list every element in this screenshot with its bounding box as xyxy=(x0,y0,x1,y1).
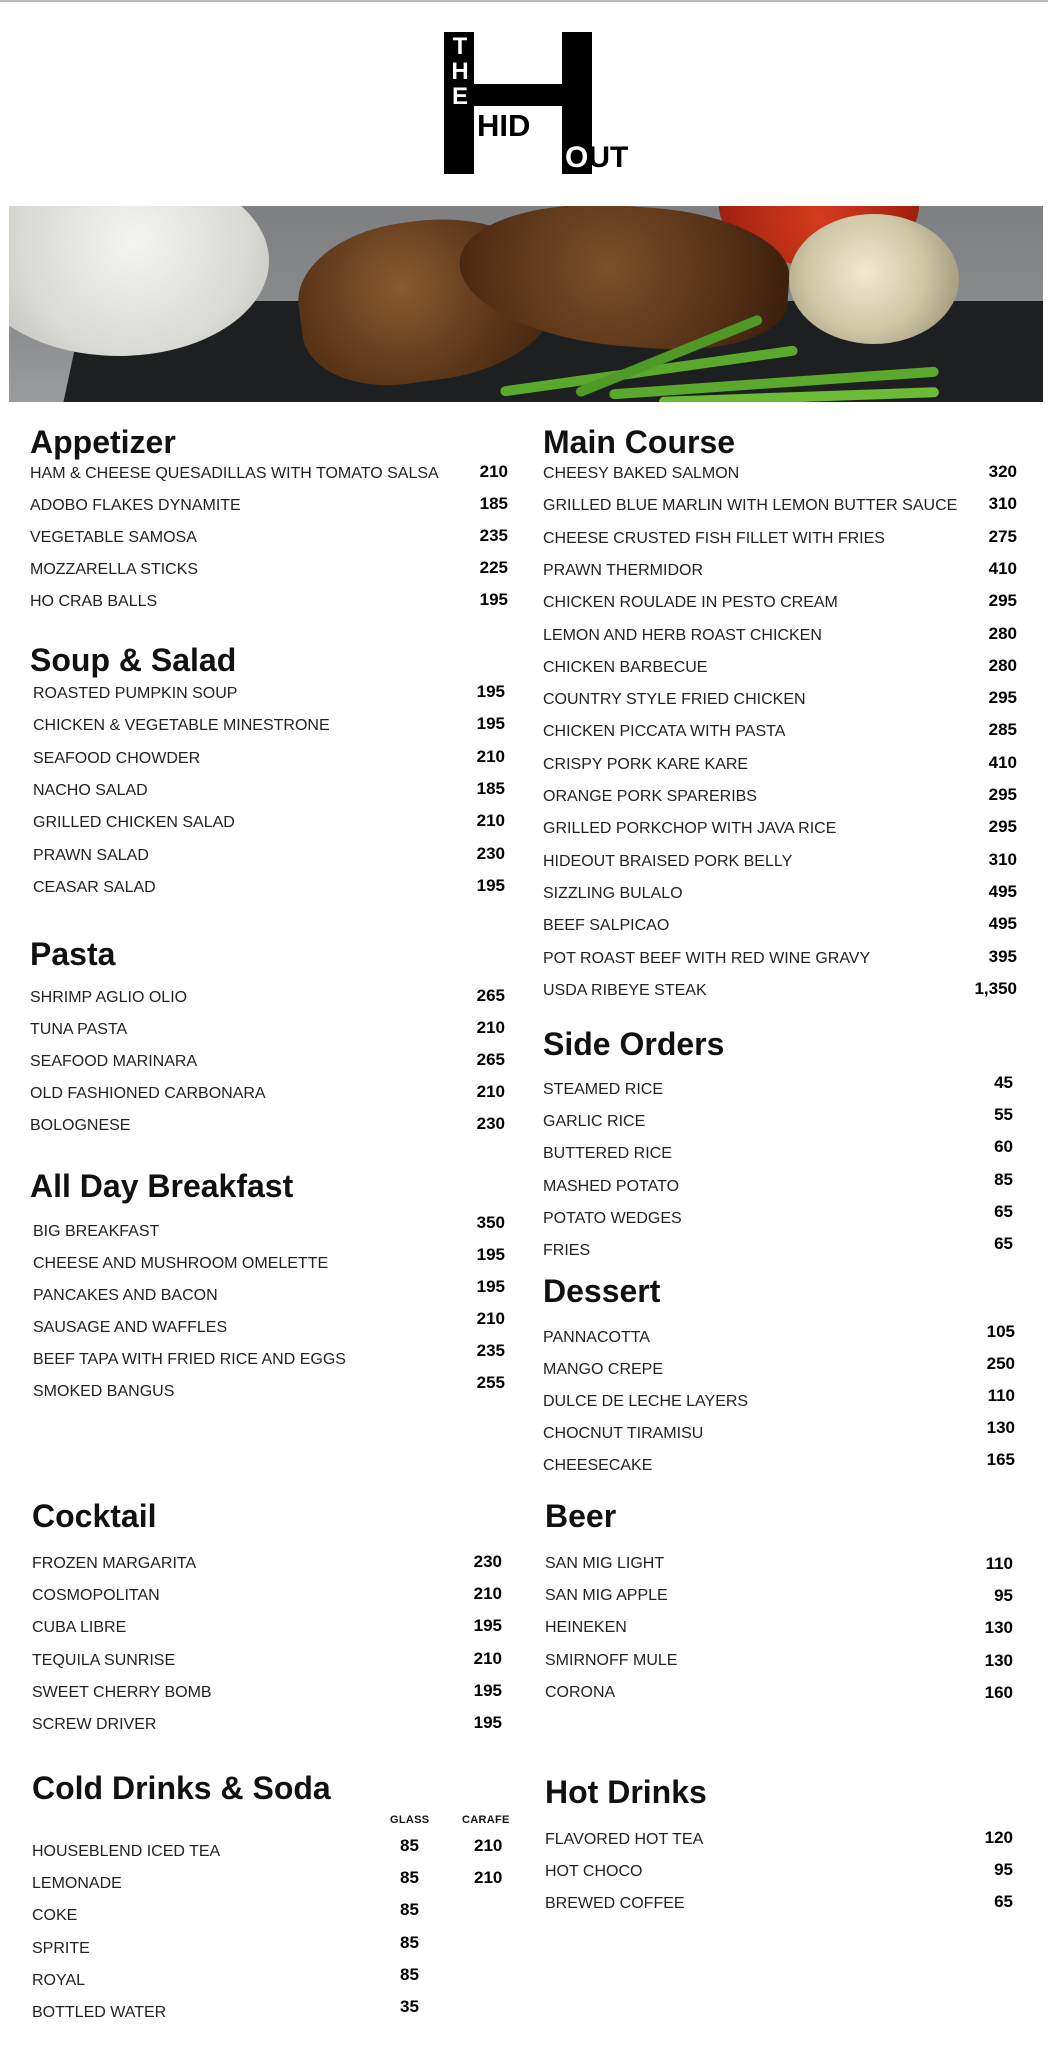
section-title: Soup & Salad xyxy=(30,642,237,678)
menu-item-price: 230 xyxy=(473,1552,502,1571)
menu-item-name: HOT CHOCO xyxy=(545,1863,643,1881)
menu-item xyxy=(30,778,505,813)
menu-item-price: 195 xyxy=(476,1245,505,1264)
menu-item-price: 410 xyxy=(988,558,1017,578)
menu-item-price: 295 xyxy=(988,591,1017,611)
menu-item-price: 130 xyxy=(984,1618,1013,1638)
menu-item-name: PANCAKES AND BACON xyxy=(33,1287,218,1304)
menu-item xyxy=(30,496,508,528)
menu-item-name: SWEET CHERRY BOMB xyxy=(32,1683,212,1701)
menu-item-price: 55 xyxy=(994,1105,1013,1125)
menu-item-name: ORANGE PORK SPARERIBS xyxy=(543,788,757,805)
menu-item-price: 210 xyxy=(476,1082,505,1101)
menu-item-price: 160 xyxy=(984,1682,1013,1702)
menu-item xyxy=(543,819,1017,851)
menu-item xyxy=(543,593,1017,625)
section-title: All Day Breakfast xyxy=(30,1168,294,1204)
menu-item-name: BEEF TAPA WITH FRIED RICE AND EGGS xyxy=(33,1351,346,1368)
menu-item-price: 295 xyxy=(988,785,1017,804)
menu-item-name: SHRIMP AGLIO OLIO xyxy=(30,989,188,1006)
menu-item-name: NACHO SALAD xyxy=(33,781,148,799)
menu-item-name: CHEESECAKE xyxy=(543,1457,653,1474)
menu-item xyxy=(30,843,505,878)
menu-item-price: 265 xyxy=(476,1050,505,1069)
menu-item xyxy=(543,849,1017,884)
section-title: Main Course xyxy=(543,424,736,460)
menu-item-name: CHEESY BAKED SALMON xyxy=(543,465,740,482)
menu-item-price: 1,350 xyxy=(974,978,1017,998)
menu-item xyxy=(543,916,1017,948)
menu-item-name: GARLIC RICE xyxy=(543,1113,646,1131)
logo-hide-letter: H xyxy=(477,108,500,143)
menu-item-price: 395 xyxy=(988,946,1017,966)
menu-item xyxy=(545,1683,1013,1715)
section-appetizer xyxy=(30,424,508,610)
menu-item-price: 130 xyxy=(986,1418,1015,1437)
menu-item-name: ADOBO FLAKES DYNAMITE xyxy=(30,497,241,514)
menu-item xyxy=(543,1386,1015,1424)
menu-item xyxy=(543,1450,1015,1488)
menu-item-price: 65 xyxy=(994,1234,1013,1253)
logo-cross-bar xyxy=(474,84,562,106)
menu-item-name: CUBA LIBRE xyxy=(32,1619,127,1637)
menu-item-name: POT ROAST BEEF WITH RED WINE GRAVY xyxy=(543,949,871,967)
menu-item-price: 210 xyxy=(476,1309,505,1328)
logo-out-rest: UT xyxy=(588,141,629,174)
hideout-logo xyxy=(444,32,650,176)
menu-item xyxy=(32,1618,502,1650)
menu-item xyxy=(543,1322,1015,1360)
menu-item-price: 195 xyxy=(473,1713,502,1732)
menu-item-price: 195 xyxy=(476,682,505,701)
menu-item-price: 45 xyxy=(994,1073,1013,1092)
menu-item-price: 195 xyxy=(476,875,505,895)
section-pasta xyxy=(30,936,505,1134)
menu-item-name: POTATO WEDGES xyxy=(543,1209,682,1227)
menu-item xyxy=(543,1105,1013,1144)
menu-item-price: 65 xyxy=(994,1892,1013,1912)
logo-hide-text xyxy=(477,108,552,143)
section-cold-drinks xyxy=(32,1770,510,2021)
menu-item xyxy=(543,1073,1013,1112)
menu-item-price: 410 xyxy=(988,752,1017,772)
menu-item-name: SAN MIG LIGHT xyxy=(545,1555,665,1572)
menu-item xyxy=(30,528,508,560)
menu-item xyxy=(32,1868,503,1906)
section-breakfast xyxy=(30,1168,505,1400)
menu-item xyxy=(543,1137,1013,1176)
menu-item-name: SPRITE xyxy=(32,1939,90,1957)
menu-item-price: 350 xyxy=(476,1213,505,1232)
menu-item-name: FRIES xyxy=(543,1242,591,1259)
menu-item xyxy=(543,1354,1015,1392)
carafe-column-header: CARAFE xyxy=(462,1814,510,1826)
section-soup-salad xyxy=(30,642,505,896)
section-title: Hot Drinks xyxy=(545,1774,707,1810)
menu-item-price: 495 xyxy=(988,881,1017,901)
menu-item xyxy=(543,787,1017,819)
menu-item-name: CHICKEN BARBECUE xyxy=(543,658,708,676)
menu-item-name: TUNA PASTA xyxy=(30,1021,128,1038)
menu-item-name: PANNACOTTA xyxy=(543,1329,650,1346)
menu-item-name: HAM & CHEESE QUESADILLAS WITH TOMATO SALSA xyxy=(30,465,439,482)
menu-item xyxy=(30,1020,505,1052)
menu-item xyxy=(32,1836,503,1874)
menu-item-name: HEINEKEN xyxy=(545,1619,627,1637)
menu-item-price: 295 xyxy=(988,817,1017,837)
menu-item-name: MOZZARELLA STICKS xyxy=(30,561,199,578)
menu-item xyxy=(32,1680,502,1715)
section-title: Appetizer xyxy=(30,424,176,460)
menu-item-name: VEGETABLE SAMOSA xyxy=(30,529,197,546)
menu-item-price: 495 xyxy=(988,914,1017,934)
menu-item-name: LEMONADE xyxy=(32,1875,122,1893)
menu-item xyxy=(30,1309,505,1350)
menu-item-name: COUNTRY STYLE FRIED CHICKEN xyxy=(543,691,806,709)
menu-item xyxy=(543,496,1017,528)
menu-item-price: 230 xyxy=(476,1114,505,1133)
menu-item-name: CHICKEN PICCATA WITH PASTA xyxy=(543,723,786,741)
menu-item xyxy=(543,722,1017,754)
menu-item xyxy=(30,746,505,781)
menu-item xyxy=(30,1373,505,1414)
menu-item-name: PRAWN SALAD xyxy=(33,846,149,864)
menu-item-name: PRAWN THERMIDOR xyxy=(543,561,703,579)
section-beer xyxy=(545,1498,1013,1702)
menu-item-name: OLD FASHIONED CARBONARA xyxy=(30,1085,266,1102)
menu-item xyxy=(543,690,1017,722)
menu-item-price: 110 xyxy=(987,1386,1015,1405)
menu-item-name: CHICKEN ROULADE IN PESTO CREAM xyxy=(543,594,838,612)
menu-item xyxy=(545,1554,1013,1586)
menu-item xyxy=(32,1554,502,1586)
top-border xyxy=(0,0,1048,2)
menu-item-price: 280 xyxy=(988,655,1017,675)
menu-item xyxy=(32,1648,502,1683)
section-main-course xyxy=(543,424,1017,999)
section-side-orders xyxy=(543,1026,1013,1259)
menu-item-price: 105 xyxy=(986,1322,1015,1341)
menu-item-name: FLAVORED HOT TEA xyxy=(545,1831,704,1848)
menu-item-name: BEEF SALPICAO xyxy=(543,917,670,935)
menu-item-name: LEMON AND HERB ROAST CHICKEN xyxy=(543,626,822,644)
logo-hide-letter: D xyxy=(508,108,531,143)
menu-item xyxy=(543,464,1017,496)
menu-item-price: 165 xyxy=(986,1450,1015,1469)
menu-item-price: 310 xyxy=(988,494,1017,514)
menu-item xyxy=(32,1964,422,2003)
menu-item-price: 235 xyxy=(476,1341,505,1360)
menu-item-price: 195 xyxy=(476,1277,505,1296)
menu-item xyxy=(545,1586,1013,1618)
menu-item xyxy=(543,946,1017,981)
menu-item-name: MASHED POTATO xyxy=(543,1177,680,1195)
menu-item xyxy=(543,655,1017,690)
menu-item-price: 295 xyxy=(988,688,1017,708)
menu-item-price: 210 xyxy=(473,1648,502,1668)
menu-item xyxy=(543,978,1017,1013)
menu-item-name: CEASAR SALAD xyxy=(33,878,156,896)
menu-item xyxy=(545,1862,1013,1894)
menu-item-price: 225 xyxy=(479,558,508,577)
menu-item xyxy=(30,560,508,592)
menu-item xyxy=(30,1213,505,1254)
menu-item xyxy=(545,1830,1013,1862)
menu-item xyxy=(30,464,508,496)
menu-item-name: SEAFOOD MARINARA xyxy=(30,1053,198,1070)
menu-item-name: BOLOGNESE xyxy=(30,1117,131,1134)
glass-column-header: GLASS xyxy=(390,1814,430,1826)
menu-item xyxy=(32,1932,422,1971)
menu-item-price: 185 xyxy=(476,778,505,798)
menu-item xyxy=(543,1169,1013,1209)
menu-item-name: BUTTERED RICE xyxy=(543,1145,672,1163)
menu-item-price: 85 xyxy=(400,1868,419,1888)
menu-item-name: CHICKEN & VEGETABLE MINESTRONE xyxy=(33,717,330,735)
menu-item xyxy=(32,1997,422,2035)
menu-item-price: 230 xyxy=(476,843,505,863)
menu-item-price: 85 xyxy=(400,1932,419,1952)
menu-item-name: BOTTLED WATER xyxy=(32,2004,167,2021)
menu-item-price: 210 xyxy=(473,1584,502,1604)
menu-item xyxy=(30,1245,505,1286)
menu-item-name: TEQUILA SUNRISE xyxy=(32,1651,176,1669)
menu-item-price: 60 xyxy=(994,1137,1013,1157)
menu-item xyxy=(545,1618,1013,1650)
menu-item-name: SCREW DRIVER xyxy=(32,1716,157,1733)
section-title: Pasta xyxy=(30,936,116,972)
menu-item-name: CHEESE AND MUSHROOM OMELETTE xyxy=(33,1255,329,1272)
menu-item-price: 320 xyxy=(988,462,1017,481)
menu-item-name: CRISPY PORK KARE KARE xyxy=(543,755,749,773)
menu-item xyxy=(30,1084,505,1116)
menu-item xyxy=(543,558,1017,593)
menu-item-price: 85 xyxy=(994,1169,1013,1189)
section-title: Cocktail xyxy=(32,1498,157,1534)
menu-item-price: 255 xyxy=(476,1373,505,1392)
section-title: Dessert xyxy=(543,1273,661,1309)
logo-hide-letter: E xyxy=(530,108,552,143)
menu-item xyxy=(32,1586,502,1618)
menu-item-name: COSMOPOLITAN xyxy=(32,1587,160,1605)
menu-item xyxy=(32,1900,422,1938)
menu-item-name: HO CRAB BALLS xyxy=(30,593,158,610)
menu-item-name: CHEESE CRUSTED FISH FILLET WITH FRIES xyxy=(543,529,885,547)
menu-item-name: ROYAL xyxy=(32,1971,86,1989)
section-title: Cold Drinks & Soda xyxy=(32,1770,331,1806)
menu-item-name: MANGO CREPE xyxy=(543,1361,664,1378)
menu-item xyxy=(30,813,505,845)
menu-item xyxy=(545,1651,1013,1683)
menu-item-name: HIDEOUT BRAISED PORK BELLY xyxy=(543,852,793,870)
menu-item xyxy=(543,1418,1015,1456)
menu-item xyxy=(30,988,505,1020)
logo-out-o: O xyxy=(565,141,589,174)
roasted-garlic xyxy=(789,214,959,344)
logo-the-text: THE xyxy=(451,33,469,110)
menu-item-price: 310 xyxy=(988,849,1017,869)
steak-photo xyxy=(9,206,1043,402)
menu-item-price: 235 xyxy=(479,526,508,545)
menu-item-name: COKE xyxy=(32,1907,78,1925)
menu-item-price: 35 xyxy=(400,1997,419,2016)
menu-item-price: 185 xyxy=(479,494,508,513)
menu-item-name: SMOKED BANGUS xyxy=(33,1383,175,1400)
menu-item xyxy=(543,881,1017,916)
menu-item xyxy=(30,1052,505,1084)
menu-item-price: 85 xyxy=(400,1900,419,1920)
menu-item-price: 210 xyxy=(476,746,505,766)
menu-item xyxy=(543,1201,1013,1241)
menu-item xyxy=(30,684,505,716)
menu-item-price: 130 xyxy=(984,1650,1013,1670)
menu-item-price: 210 xyxy=(476,811,505,831)
menu-item-name: SEAFOOD CHOWDER xyxy=(33,749,201,767)
menu-item-price: 280 xyxy=(988,623,1017,643)
menu-item-name: USDA RIBEYE STEAK xyxy=(543,981,707,999)
menu-item-price: 95 xyxy=(994,1860,1013,1880)
section-cocktail xyxy=(32,1498,502,1733)
menu-item-name: ROASTED PUMPKIN SOUP xyxy=(33,685,238,702)
menu-item-price: 195 xyxy=(476,714,505,734)
menu-item-price: 65 xyxy=(994,1201,1013,1221)
menu-item xyxy=(32,1715,502,1747)
menu-item-price: 95 xyxy=(994,1586,1013,1606)
menu-item xyxy=(543,526,1017,561)
menu-item-name: GRILLED PORKCHOP WITH JAVA RICE xyxy=(543,820,837,838)
menu-item-name: FROZEN MARGARITA xyxy=(32,1555,197,1572)
logo-hide-letter: I xyxy=(499,108,509,143)
section-title: Side Orders xyxy=(543,1026,725,1062)
menu-item xyxy=(543,1234,1013,1273)
menu-item-price: 195 xyxy=(473,1616,502,1636)
menu-item-price: 275 xyxy=(988,526,1017,546)
menu-item-carafe-price: 210 xyxy=(474,1836,503,1855)
menu-item xyxy=(30,1116,505,1148)
menu-item xyxy=(543,623,1017,658)
menu-item-name: DULCE DE LECHE LAYERS xyxy=(543,1393,749,1410)
menu-item-name: CORONA xyxy=(545,1683,616,1701)
section-hot-drinks xyxy=(545,1774,1013,1913)
menu-item-name: STEAMED RICE xyxy=(543,1081,664,1098)
menu-item-name: CHOCNUT TIRAMISU xyxy=(543,1425,704,1442)
menu-item xyxy=(30,1341,505,1382)
menu-item-carafe-price: 210 xyxy=(474,1868,503,1888)
menu-item-name: SIZZLING BULALO xyxy=(543,884,683,902)
menu-item xyxy=(30,592,508,624)
menu-item xyxy=(543,752,1017,787)
menu-item xyxy=(30,1277,505,1318)
section-title: Beer xyxy=(545,1498,617,1534)
menu-item-price: 110 xyxy=(985,1554,1013,1573)
menu-item-price: 195 xyxy=(473,1680,502,1700)
section-dessert xyxy=(543,1273,1015,1474)
menu-item xyxy=(30,875,505,910)
menu-item-price: 120 xyxy=(984,1828,1013,1847)
menu-item-price: 195 xyxy=(479,590,508,609)
menu-item-name: BIG BREAKFAST xyxy=(33,1223,160,1240)
menu-item-name: HOUSEBLEND ICED TEA xyxy=(32,1843,221,1860)
menu-item-name: SAN MIG APPLE xyxy=(545,1587,668,1605)
logo-out-text xyxy=(565,141,629,174)
menu-item-name: BREWED COFFEE xyxy=(545,1895,685,1913)
menu-item-price: 250 xyxy=(986,1354,1015,1373)
menu-item-name: SMIRNOFF MULE xyxy=(545,1651,678,1669)
menu-item-name: GRILLED BLUE MARLIN WITH LEMON BUTTER SAUCE xyxy=(543,497,958,515)
menu-item-price: 265 xyxy=(476,986,505,1005)
menu-item xyxy=(30,716,505,748)
menu-item-name: GRILLED CHICKEN SALAD xyxy=(33,814,235,832)
menu-item-price: 285 xyxy=(988,720,1017,740)
menu-item-price: 85 xyxy=(400,1964,419,1984)
menu-item-price: 85 xyxy=(400,1836,419,1855)
menu-item xyxy=(545,1894,1013,1926)
menu-item-name: SAUSAGE AND WAFFLES xyxy=(33,1319,228,1336)
menu-item-price: 210 xyxy=(479,462,508,481)
menu-item-price: 210 xyxy=(476,1018,505,1037)
